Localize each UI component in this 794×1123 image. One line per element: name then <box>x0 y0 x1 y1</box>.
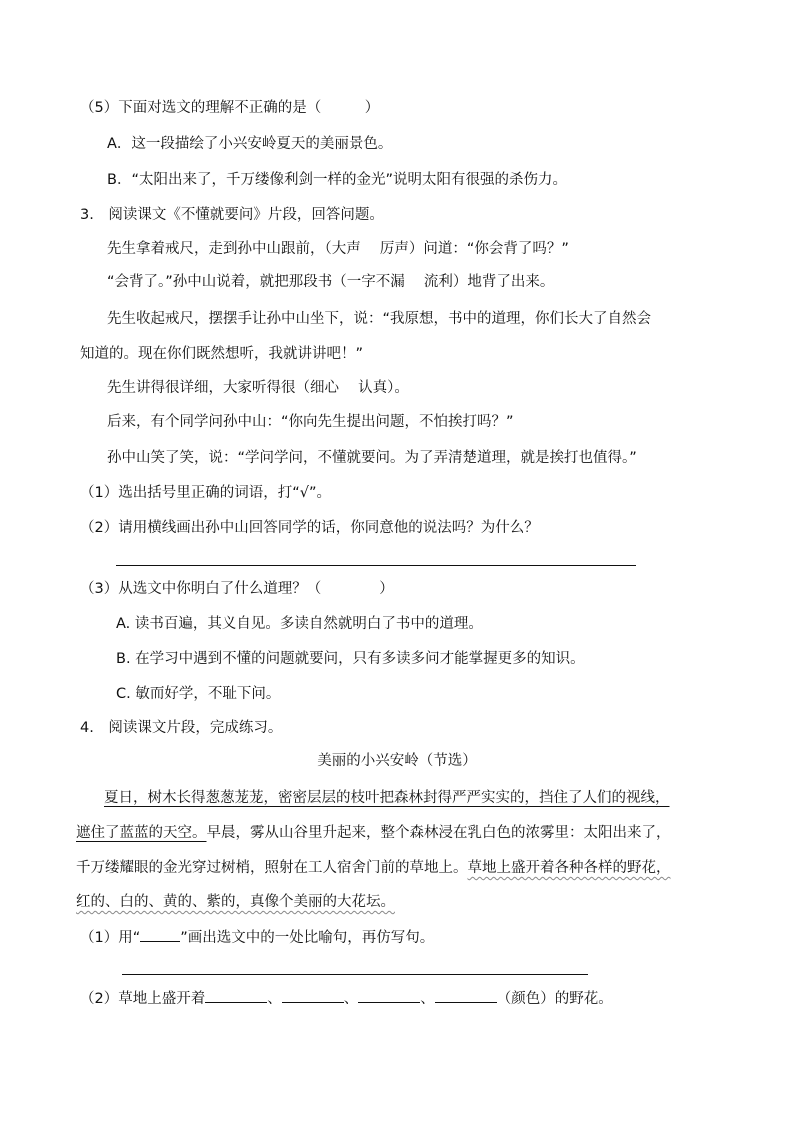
q4-passage-text: 千万缕耀眼的金光穿过树梢，照射在工人宿舍门前的草地上。 <box>76 860 468 876</box>
q3-answer-line[interactable] <box>116 565 636 566</box>
q4-passage-title: 美丽的小兴安岭（节选） <box>317 753 477 769</box>
q5-option-b: B．“太阳出来了，千万缕像利剑一样的金光”说明太阳有很强的杀伤力。 <box>107 172 567 188</box>
q4-passage-text: 早晨，雾从山谷里升起来，整个森林浸在乳白色的浓雾里：太阳出来了， <box>206 825 671 841</box>
q5-option-a: A．这一段描绘了小兴安岭夏天的美丽景色。 <box>107 136 393 152</box>
simile-underline-1: 夏日，树木长得葱葱茏茏，密密层层的枝叶把森林封得严严实实的，挡住了人们的视线， <box>104 790 670 806</box>
q4-passage-line-2 <box>76 822 671 844</box>
separator: 、 <box>267 991 282 1007</box>
q3-paragraph-4: 先生讲得很详细，大家听得很（细心 认真）。 <box>107 380 409 396</box>
q4-sub2-prefix: （2）草地上盛开着 <box>80 991 206 1007</box>
q4-title: 4. 阅读课文片段，完成练习。 <box>80 720 283 736</box>
q4-passage-line-4 <box>76 891 395 913</box>
q3-paragraph-6: 孙中山笑了笑，说：“学问学问，不懂就要问。为了弄清楚道理，就是挨打也值得。” <box>107 450 637 466</box>
q4-sub1 <box>80 927 434 949</box>
color-blank-4[interactable] <box>435 988 497 1003</box>
q4-sub1-prefix: （1）用“ <box>80 930 141 946</box>
q3-sub2: （2）请用横线画出孙中山回答同学的话，你同意他的说法吗？为什么？ <box>80 520 539 536</box>
q3-paragraph-3a: 先生收起戒尺，摆摆手让孙中山坐下，说：“我原想，书中的道理，你们长大了自然会 <box>107 311 652 327</box>
color-blank-3[interactable] <box>358 988 420 1003</box>
q3-paragraph-2: “会背了。”孙中山说着，就把那段书（一字不漏 流利）地背了出来。 <box>107 274 555 290</box>
wavy-underline-1: 草地上盛开着各种各样的野花， <box>467 860 671 876</box>
q4-sub2 <box>80 988 613 1010</box>
q5-stem: （5）下面对选文的理解不正确的是（ ） <box>80 100 380 116</box>
q3-paragraph-5: 后来，有个同学问孙中山：“你向先生提出问题，不怕挨打吗？” <box>107 414 514 430</box>
q3-option-c: C. 敏而好学，不耻下问。 <box>116 686 281 702</box>
separator: 、 <box>420 991 435 1007</box>
q3-paragraph-3b: 知道的。现在你们既然想听，我就讲讲吧！” <box>80 346 364 362</box>
q3-paragraph-1: 先生拿着戒尺，走到孙中山跟前，（大声 厉声）问道：“你会背了吗？” <box>107 241 569 257</box>
q3-title: 3. 阅读课文《不懂就要问》片段，回答问题。 <box>80 207 384 223</box>
q3-option-a: A. 读书百遍，其义自见。多读自然就明白了书中的道理。 <box>116 616 483 632</box>
simile-underline-2: 遮住了蓝蓝的天空。 <box>76 825 207 841</box>
separator: 、 <box>343 991 359 1007</box>
q3-sub3: （3）从选文中你明白了什么道理？（ ） <box>80 581 394 597</box>
color-blank-1[interactable] <box>205 988 267 1003</box>
q4-sub1-suffix: ”画出选文中的一处比喻句，再仿写句。 <box>180 930 435 946</box>
q4-sub2-suffix: （颜色）的野花。 <box>496 991 613 1007</box>
q3-option-b: B. 在学习中遇到不懂的问题就要问，只有多读多问才能掌握更多的知识。 <box>116 651 585 667</box>
q4-passage-line-3 <box>76 857 671 879</box>
underline-sample <box>140 927 180 942</box>
q4-passage-line-1 <box>104 787 670 809</box>
wavy-underline-2: 红的、白的、黄的、紫的，真像个美丽的大花坛。 <box>76 894 395 910</box>
color-blank-2[interactable] <box>282 988 344 1003</box>
q4-sub1-answer-line[interactable] <box>122 974 588 975</box>
q3-sub1: （1）选出括号里正确的词语，打“√”。 <box>80 485 331 501</box>
